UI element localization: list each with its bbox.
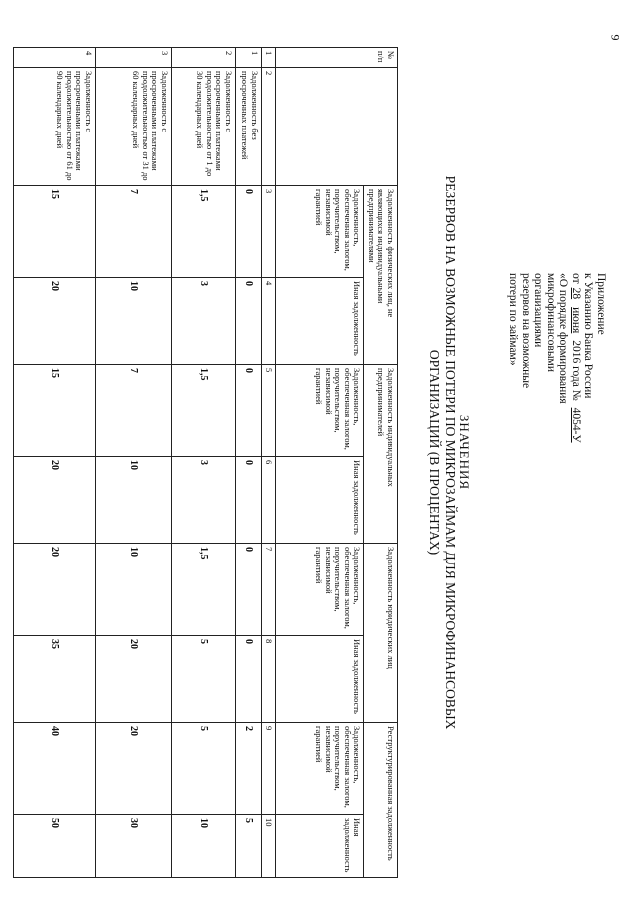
table-cell: 40 xyxy=(14,723,96,815)
row-number: 2 xyxy=(172,48,236,68)
subheader-other: Иная задолженность xyxy=(276,636,364,723)
table-cell: 10 xyxy=(96,278,172,365)
table-cell: 20 xyxy=(14,278,96,365)
column-number: 10 xyxy=(262,815,277,878)
row-label: Задолженность без просроченных платежей xyxy=(236,68,262,186)
table-row xyxy=(14,48,96,878)
column-number: 8 xyxy=(262,636,277,723)
column-number: 4 xyxy=(262,278,277,365)
table-cell: 30 xyxy=(96,815,172,878)
subheader-secured: Задолженность, обеспеченная залогом, поручительством, независимой гарантией xyxy=(276,365,364,457)
row-number: 4 xyxy=(14,48,96,68)
doc-title-2: РЕЗЕРВОВ НА ВОЗМОЖНЫЕ ПОТЕРИ ПО МИКРОЗАЙМАМ ДЛЯ МИКРОФИНАНСОВЫХ xyxy=(443,175,458,730)
appendix-day: 28 xyxy=(570,287,582,300)
rotated-page xyxy=(0,15,640,890)
table-cell: 15 xyxy=(14,365,96,457)
table-cell: 3 xyxy=(172,457,236,544)
table-cell: 5 xyxy=(172,636,236,723)
table-cell: 20 xyxy=(96,636,172,723)
column-number: 1 xyxy=(262,48,277,68)
column-number: 6 xyxy=(262,457,277,544)
table-cell: 35 xyxy=(14,636,96,723)
table-cell: 2 xyxy=(236,723,262,815)
subheader-secured: Задолженность, обеспеченная залогом, поручительством, независимой гарантией xyxy=(276,544,364,636)
table-cell: 3 xyxy=(172,278,236,365)
appendix-block xyxy=(507,273,607,463)
table-cell: 1,5 xyxy=(172,186,236,278)
doc-title-1: ЗНАЧЕНИЯ xyxy=(457,414,472,491)
table-row xyxy=(172,48,236,878)
group-header-legal-entities: Задолженность юридических лиц xyxy=(364,544,398,723)
doc-title-3: ОРГАНИЗАЦИЙ (В ПРОЦЕНТАХ) xyxy=(427,349,442,556)
reserves-table xyxy=(13,47,398,878)
appendix-line-6: резервов на возможные xyxy=(520,273,532,389)
column-number: 5 xyxy=(262,365,277,457)
column-number: 9 xyxy=(262,723,277,815)
table-cell: 15 xyxy=(14,186,96,278)
row-label: Задолженность с просроченными платежами продолжительностью от 61 до 90 календарных дней xyxy=(14,68,96,186)
subheader-other: Иная задолженность xyxy=(276,457,364,544)
table-cell: 1,5 xyxy=(172,365,236,457)
table-cell: 0 xyxy=(236,186,262,278)
table-cell: 0 xyxy=(236,365,262,457)
table-cell: 7 xyxy=(96,365,172,457)
group-header-entrepreneurs: Задолженность индивидуальных предпринимателей xyxy=(364,365,398,544)
subheader-secured: Задолженность, обеспеченная залогом, поручительством, независимой гарантией xyxy=(276,186,364,278)
appendix-line-1: Приложение xyxy=(595,273,607,335)
table-cell: 5 xyxy=(172,723,236,815)
appendix-date-prefix: от xyxy=(570,273,582,284)
table-cell: 0 xyxy=(236,278,262,365)
group-header-individuals: Задолженность физических лиц, не являющихся индивидуальными предпринимателями xyxy=(364,186,398,365)
table-cell: 7 xyxy=(96,186,172,278)
table-cell: 50 xyxy=(14,815,96,878)
table-cell: 20 xyxy=(14,457,96,544)
group-header-restructured: Реструктурированная задолженность xyxy=(364,723,398,878)
subheader-other: Иная задолженность xyxy=(276,278,364,365)
appendix-line-4: «О порядке формирования микрофинансовыми xyxy=(545,273,570,404)
table-cell: 0 xyxy=(236,636,262,723)
row-label: Задолженность с просроченными платежами продолжительностью от 31 до 60 календарных дней xyxy=(96,68,172,186)
appendix-line-5: организациями xyxy=(532,273,545,348)
appendix-number: 4054-У xyxy=(570,407,582,443)
row-number: 1 xyxy=(236,48,262,68)
subheader-other: Иная задолженность xyxy=(276,815,364,878)
table-row xyxy=(96,48,172,878)
row-label: Задолженность с просроченными платежами продолжительностью от 1 до 30 календарных дней xyxy=(172,68,236,186)
appendix-year: 2016 года № xyxy=(570,340,582,401)
appendix-line-7: потери по займам» xyxy=(507,273,520,366)
table-cell: 0 xyxy=(236,457,262,544)
appendix-line-2: к Указанию Банка России xyxy=(582,273,595,399)
column-number: 2 xyxy=(262,68,277,186)
table-row xyxy=(236,48,262,878)
table-cell: 10 xyxy=(96,457,172,544)
table-cell: 20 xyxy=(96,723,172,815)
table-cell: 0 xyxy=(236,544,262,636)
row-number: 3 xyxy=(96,48,172,68)
column-number: 3 xyxy=(262,186,277,278)
appendix-month: июня xyxy=(570,307,582,334)
header-num: № п/п xyxy=(276,48,398,68)
table-cell: 10 xyxy=(172,815,236,878)
header-empty xyxy=(276,68,398,186)
appendix-line-3 xyxy=(570,273,583,463)
table-cell: 5 xyxy=(236,815,262,878)
column-number: 7 xyxy=(262,544,277,636)
table-cell: 10 xyxy=(96,544,172,636)
table-cell: 1,5 xyxy=(172,544,236,636)
table-cell: 20 xyxy=(14,544,96,636)
page-number: 9 xyxy=(608,34,623,41)
column-number-row xyxy=(262,48,277,878)
subheader-secured: Задолженность, обеспеченная залогом, поручительством, независимой гарантией xyxy=(276,723,364,815)
